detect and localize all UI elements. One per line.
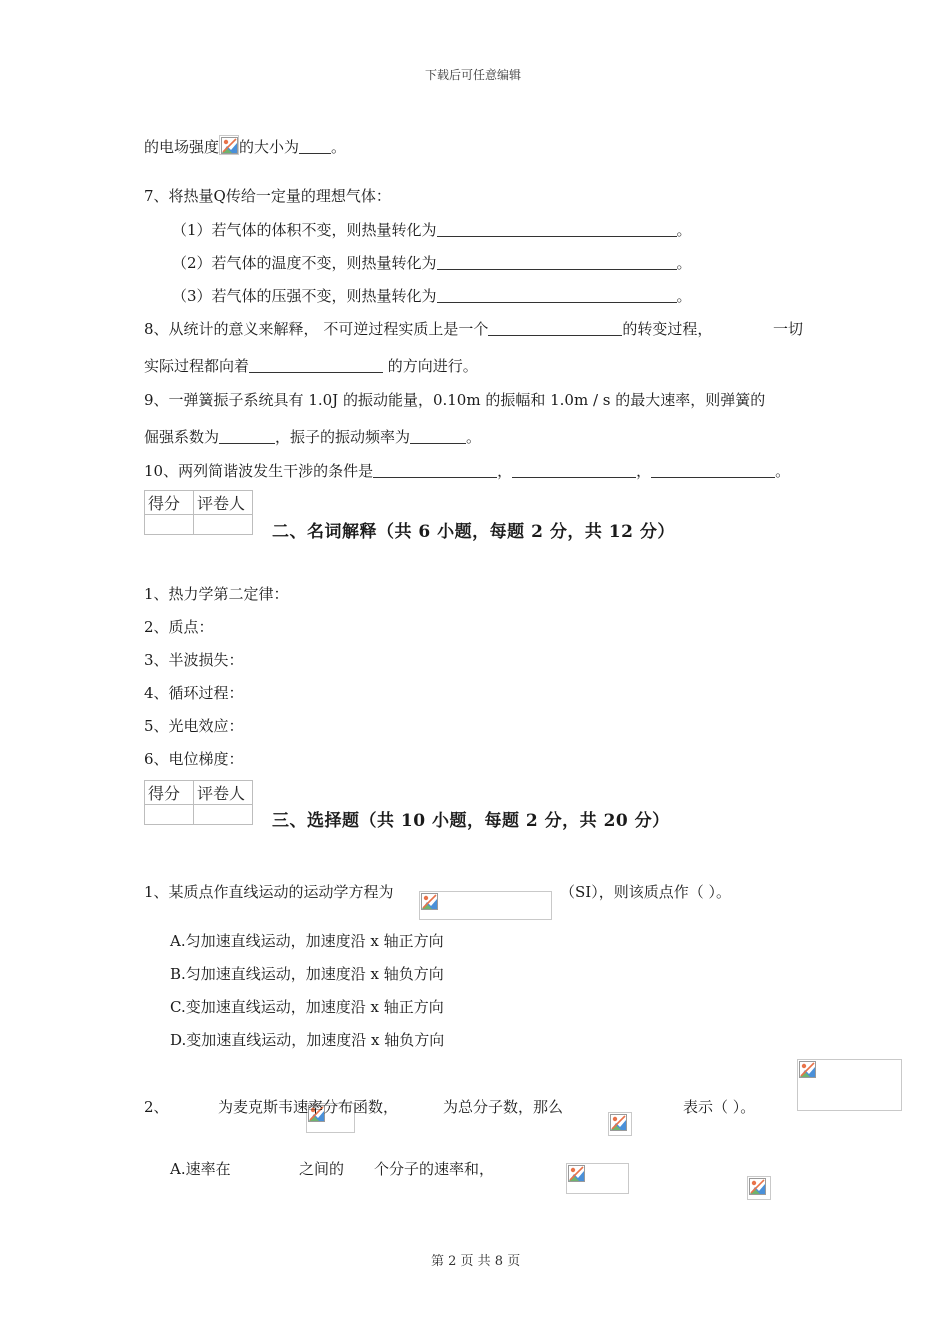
question-8-tail: 一切	[773, 320, 804, 338]
grader-label: 评卷人	[194, 781, 253, 805]
q2-option-a-text-1: 之间的	[299, 1160, 345, 1178]
option-a[interactable]: A.匀加速直线运动，加速度沿 x 轴正方向	[170, 932, 444, 950]
text: 8、从统计的意义来解释， 不可逆过程实质上是一个	[144, 320, 489, 338]
score-label: 得分	[145, 491, 194, 515]
question-7-part-2	[172, 253, 692, 273]
molecule-count-image-icon	[608, 1112, 632, 1136]
question-8-line-2	[144, 356, 478, 376]
choice-question-2-text-1: 为麦克斯韦速率分布函数，	[218, 1098, 399, 1116]
q2-option-a-text-2: 个分子的速率和，	[374, 1160, 495, 1178]
integral-expression-image-icon	[797, 1059, 902, 1111]
score-cell[interactable]	[145, 515, 194, 535]
term-item: 6、电位梯度：	[144, 750, 244, 768]
text: 的转变过程，	[622, 320, 713, 338]
question-9-line-2	[144, 427, 481, 447]
text: （3）若气体的压强不变，则热量转化为	[172, 287, 437, 305]
answer-blank[interactable]	[488, 321, 622, 336]
term-item: 1、热力学第二定律：	[144, 585, 289, 603]
question-7-part-1	[172, 220, 692, 240]
answer-blank[interactable]	[437, 222, 677, 237]
text: 。	[676, 221, 692, 239]
choice-question-2-number: 2、	[144, 1098, 169, 1116]
grader-cell[interactable]	[194, 805, 253, 825]
answer-blank[interactable]	[437, 255, 677, 270]
text: 。	[466, 428, 482, 446]
text: （2）若气体的温度不变，则热量转化为	[172, 254, 437, 272]
text: 。	[775, 462, 791, 480]
answer-blank[interactable]	[410, 429, 466, 444]
question-9-line-1: 9、一弹簧振子系统具有 1.0J 的振动能量，0.10m 的振幅和 1.0m / s 的最大速率，则弹簧的	[144, 391, 766, 409]
section-2-title: 二、名词解释（共 6 小题，每题 2 分，共 12 分）	[272, 522, 675, 542]
option-c[interactable]: C.变加速直线运动，加速度沿 x 轴正方向	[170, 998, 444, 1016]
question-8-line-1	[144, 319, 712, 339]
question-10	[144, 461, 790, 481]
answer-blank[interactable]	[219, 429, 275, 444]
term-item: 5、光电效应：	[144, 717, 244, 735]
text: 。	[676, 254, 692, 272]
choice-question-1: 1、某质点作直线运动的运动学方程为	[144, 883, 394, 901]
question-7: 7、将热量Q传给一定量的理想气体：	[144, 187, 391, 205]
equation-image-icon	[419, 891, 552, 920]
page-header: 下载后可任意编辑	[425, 68, 522, 82]
score-cell[interactable]	[145, 805, 194, 825]
option-d[interactable]: D.变加速直线运动，加速度沿 x 轴负方向	[170, 1031, 445, 1049]
answer-blank[interactable]	[249, 358, 383, 373]
score-table	[144, 490, 253, 535]
answer-blank[interactable]	[651, 463, 775, 478]
formula-image-icon	[219, 135, 239, 155]
score-label: 得分	[145, 781, 194, 805]
text: 的电场强度	[144, 138, 220, 156]
section-3-title: 三、选择题（共 10 小题，每题 2 分，共 20 分）	[272, 811, 670, 831]
text: 。	[676, 287, 692, 305]
grader-cell[interactable]	[194, 515, 253, 535]
page-footer: 第 2 页 共 8 页	[431, 1254, 521, 1269]
option-b[interactable]: B.匀加速直线运动，加速度沿 x 轴负方向	[170, 965, 444, 983]
text: 。	[331, 138, 347, 156]
text: 倔强系数为	[144, 428, 220, 446]
speed-range-image-icon	[566, 1163, 629, 1194]
text: 10、两列简谐波发生干涉的条件是	[144, 462, 374, 480]
term-item: 3、半波损失：	[144, 651, 244, 669]
text: ，	[497, 462, 513, 480]
text: 的大小为	[239, 138, 300, 156]
answer-blank[interactable]	[373, 463, 497, 478]
count-image-icon	[747, 1176, 771, 1200]
answer-blank[interactable]	[299, 139, 331, 154]
text: ，	[636, 462, 652, 480]
text: ，振子的振动频率为	[275, 428, 411, 446]
choice-question-2-tail: 表示（ ）。	[683, 1098, 756, 1116]
choice-question-2-text-2: 为总分子数，那么	[443, 1098, 564, 1116]
text: 的方向进行。	[387, 357, 478, 375]
choice-question-1-tail: （SI），则该质点作（ ）。	[560, 883, 731, 901]
answer-blank[interactable]	[512, 463, 636, 478]
term-item: 4、循环过程：	[144, 684, 244, 702]
score-table	[144, 780, 253, 825]
text: 实际过程都向着	[144, 357, 250, 375]
answer-blank[interactable]	[437, 288, 677, 303]
field-strength-line	[144, 135, 346, 157]
grader-label: 评卷人	[194, 491, 253, 515]
text: （1）若气体的体积不变，则热量转化为	[172, 221, 437, 239]
term-item: 2、质点：	[144, 618, 214, 636]
q2-option-a-label[interactable]: A.速率在	[170, 1160, 231, 1178]
question-7-part-3	[172, 286, 692, 306]
